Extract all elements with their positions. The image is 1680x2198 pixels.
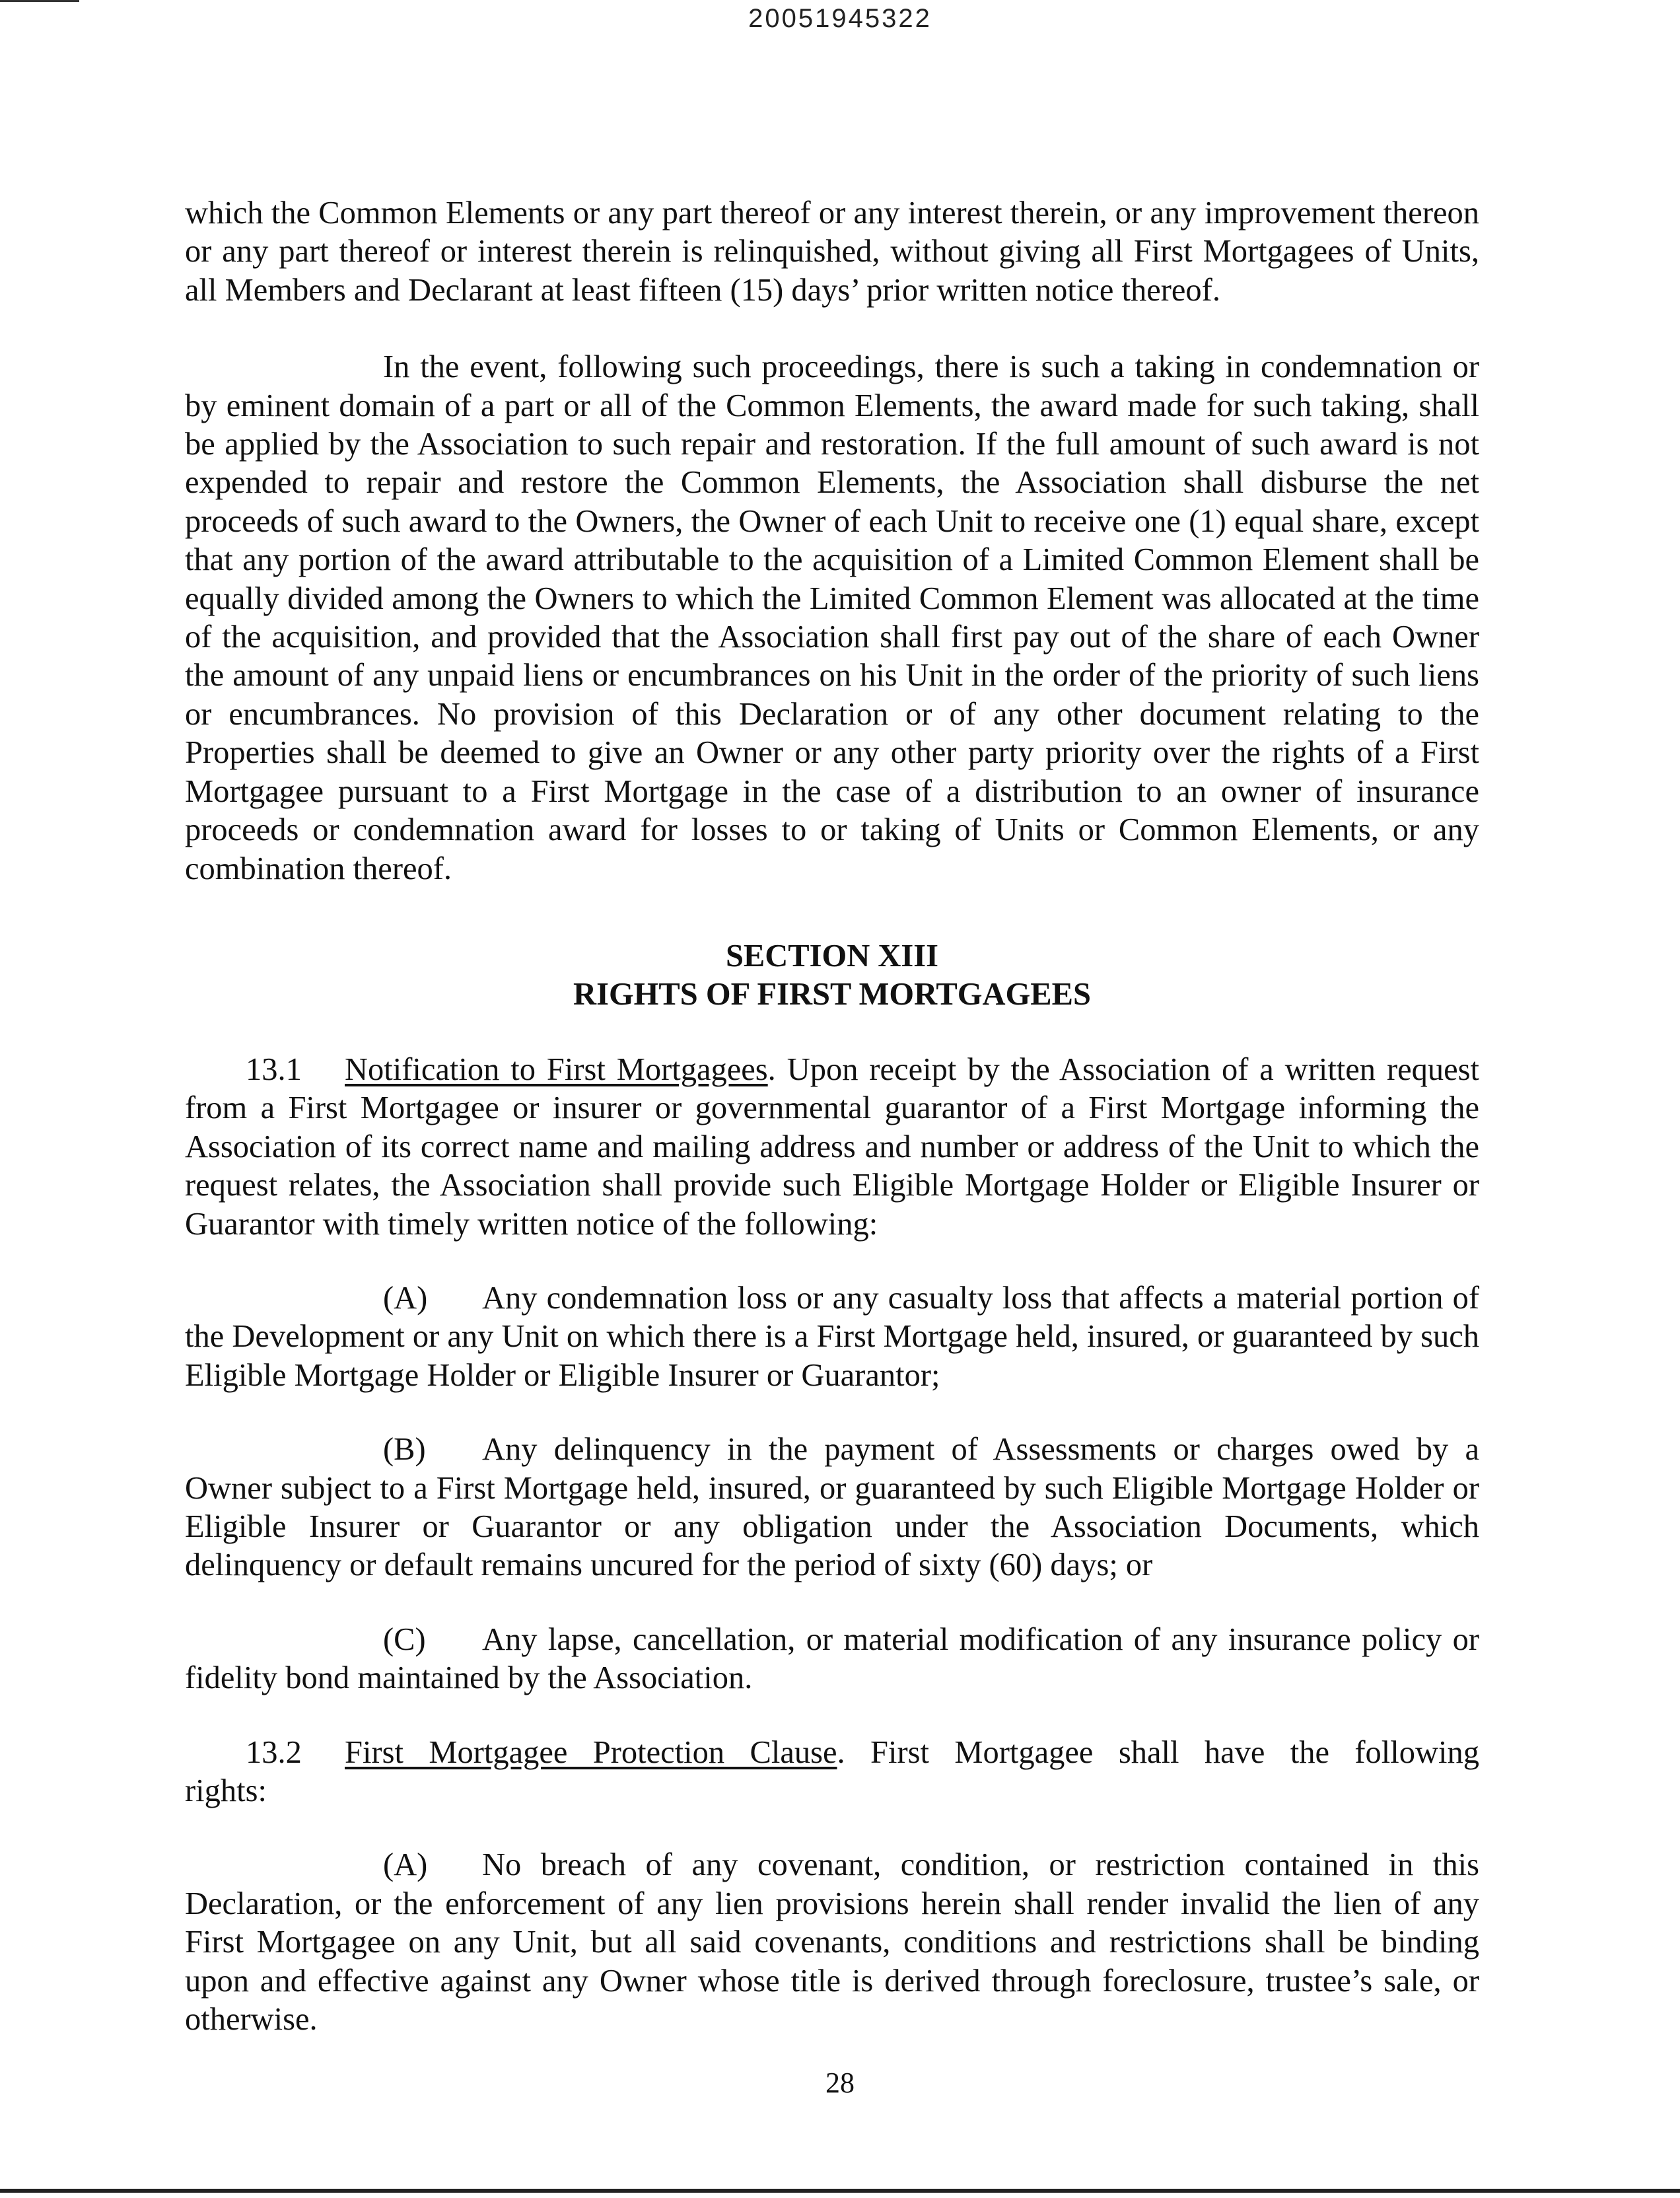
item-label: (B)	[383, 1432, 426, 1468]
clause-13-2-heading: First Mortgagee Protection Clause	[345, 1734, 837, 1770]
paragraph-continuation: which the Common Elements or any part thereof or any interest therein, or any improvement thereon or any part thereof or interest therein is relinquished, without giving all First Mortgagees of Units, all Members and Declarant at least fifteen (15) days’ prior written notice thereof.	[185, 195, 1479, 308]
item-text: Any delinquency in the payment of Assessments or charges owed by a Owner subject to a First Mortgage held, insured, or guaranteed by such Eligible Mortgage Holder or Eligible Insurer or Guarantor or any obligation under the Association Documents, which delinquency or default remains uncured for the period of sixty (60) days; or	[185, 1432, 1479, 1583]
clause-13-1-heading: Notification to First Mortgagees	[345, 1051, 768, 1087]
paragraph-condemnation-award: In the event, following such proceedings, there is such a taking in condemnation or by eminent domain of a part or all of the Common Elements, the award made for such taking, shall be applied by the Association to such repair and restoration. If the full amount of such award is not expended to repair and restore the Common Elements, the Association shall disburse the net proceeds of such award to the Owners, the Owner of each Unit to receive one (1) equal share, except that any portion of the award attributable to the acquisition of a Limited Common Element shall be equally divided among the Owners to which the Limited Common Element was allocated at the time of the acquisition, and provided that the Association shall first pay out of the share of each Owner the amount of any unpaid liens or encumbrances on his Unit in the order of the priority of such liens or encumbrances. No provision of this Declaration or of any other document relating to the Properties shall be deemed to give an Owner or any other party priority over the rights of a First Mortgagee pursuant to a First Mortgage in the case of a distribution to an owner of insurance proceeds or condemnation award for losses to or taking of Units or Common Elements, or any combination thereof.	[185, 349, 1479, 886]
clause-13-1	[185, 1051, 1479, 1244]
document-number: 20051945322	[748, 4, 932, 33]
clause-13-2	[185, 1734, 1479, 1772]
document-body	[185, 194, 1479, 2039]
clause-13-1-item-c	[185, 1621, 1479, 1698]
section-title: RIGHTS OF FIRST MORTGAGEES	[573, 976, 1091, 1012]
top-rule	[0, 0, 79, 2]
section-number: SECTION XIII	[725, 938, 939, 974]
section-heading	[185, 937, 1479, 1014]
item-label: (A)	[383, 1280, 428, 1316]
clause-13-1-item-b	[185, 1431, 1479, 1585]
clause-13-2-number: 13.2	[246, 1734, 302, 1770]
clause-13-1-text: . Upon receipt by the Association of a written request from a First Mortgagee or insurer or governmental guarantor of a First Mortgage informing the Association of its correct name and mailing address and number or address of the Unit to which the request relates, the Association shall provide such Eligible Mortgage Holder or Eligible Insurer or Guarantor with timely written notice of the following:	[185, 1051, 1479, 1242]
clause-13-2-continuation: rights:	[185, 1773, 267, 1808]
bottom-rule	[0, 2189, 1680, 2193]
page-number: 28	[825, 2067, 855, 2099]
clause-13-1-item-a	[185, 1279, 1479, 1395]
item-label: (C)	[383, 1621, 426, 1657]
clause-13-2-text: . First Mortgagee shall have the following	[837, 1734, 1479, 1770]
item-text: Any lapse, cancellation, or material modification of any insurance policy or fidelity bond maintained by the Association.	[185, 1621, 1479, 1696]
item-text: No breach of any covenant, condition, or restriction contained in this Declaration, or the enforcement of any lien provisions herein shall render invalid the lien of any First Mortgagee on any Unit, but all said covenants, conditions and restrictions shall be binding upon and effective against any Owner whose title is derived through foreclosure, trustee’s sale, or otherwise.	[185, 1847, 1479, 2038]
clause-13-2-item-a	[185, 1846, 1479, 2039]
item-label: (A)	[383, 1847, 428, 1883]
clause-13-1-number: 13.1	[246, 1051, 302, 1087]
item-text: Any condemnation loss or any casualty loss that affects a material portion of the Development or any Unit on which there is a First Mortgage held, insured, or guaranteed by such Eligible Mortgage Holder or Eligible Insurer or Guarantor;	[185, 1280, 1479, 1393]
